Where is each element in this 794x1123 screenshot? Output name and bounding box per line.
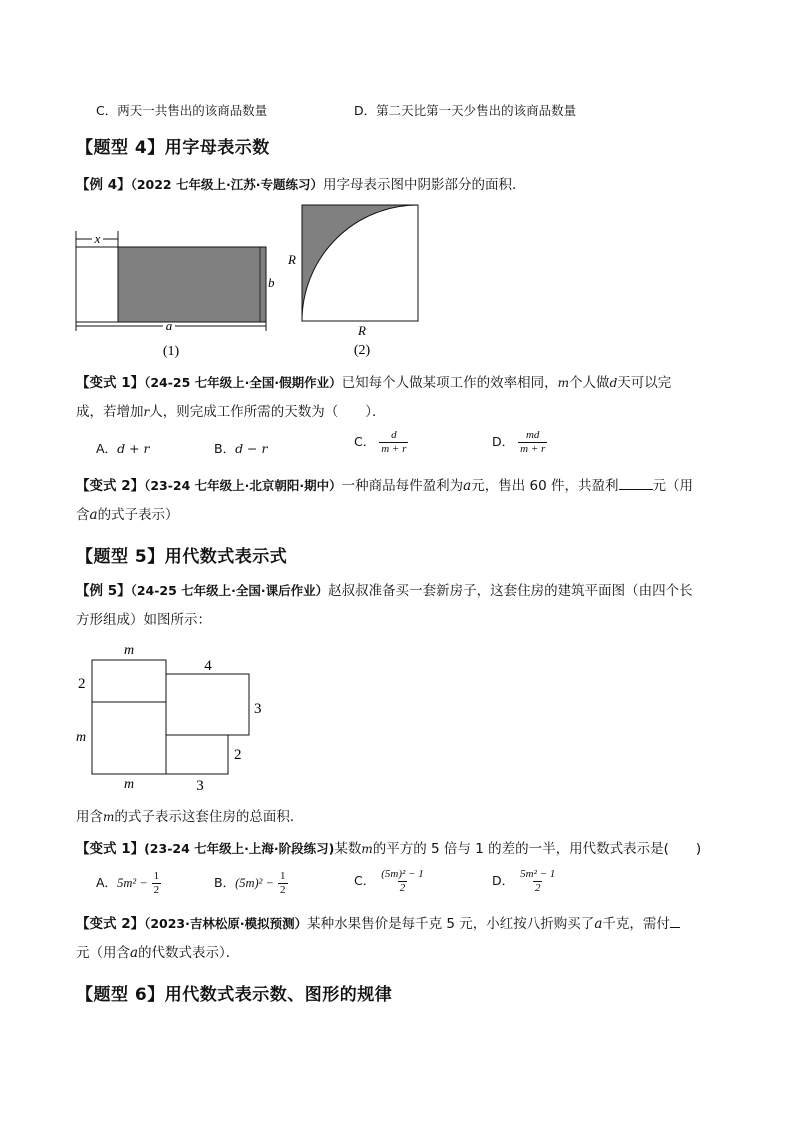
label-2-left: 2: [78, 676, 86, 692]
label-m-top: m: [123, 643, 135, 658]
var-d: d: [609, 376, 618, 390]
label-r-bottom: R: [358, 323, 366, 338]
variant-text: 千克，需付: [602, 916, 670, 932]
numerator: 5m² − 1: [520, 868, 556, 880]
figure-1-caption: (1): [162, 344, 180, 359]
label-m-left: m: [76, 730, 87, 745]
room-right-bottom: [166, 735, 228, 774]
label-m-bottom: m: [123, 777, 135, 792]
variant2-type5-line2: [76, 942, 239, 964]
fraction: [518, 429, 547, 456]
fraction: [518, 868, 557, 895]
variant1-type4-line2: [76, 401, 386, 423]
option-expr: d + r: [117, 441, 150, 456]
option-a: [96, 870, 161, 897]
figure-1-rectangle: [70, 225, 280, 360]
variant-text: 个人做: [569, 375, 610, 391]
variant-text: 某种水果售价是每千克 5 元，小红按八折购买了: [307, 916, 595, 932]
option-c: [354, 429, 408, 456]
example4-text: 用字母表示图中阴影部分的面积．: [322, 177, 526, 193]
variant-text: 某数: [334, 841, 362, 857]
label-a: a: [165, 318, 173, 333]
variant-text: 已知每个人做某项工作的效率相同，: [341, 375, 558, 391]
variant-label: 【变式 2】: [76, 916, 145, 932]
option-expr: 5m² −: [117, 876, 148, 890]
denominator: 2: [280, 884, 286, 896]
variant-text: 成，若增加: [76, 404, 144, 420]
room-bottom-left: [92, 702, 166, 774]
denominator: m + r: [520, 443, 546, 455]
answer-blank[interactable]: [619, 489, 653, 490]
label-x: x: [94, 231, 101, 246]
fraction: [379, 868, 426, 895]
label-2-right: 2: [234, 747, 242, 763]
option-label: D．: [492, 873, 515, 888]
denominator: 2: [153, 884, 160, 896]
label-3-right: 3: [254, 701, 262, 717]
variant2-type4: [76, 475, 693, 497]
label-r-left: R: [288, 252, 296, 267]
figure-2-quarter-circle: [282, 200, 427, 360]
option-c: [354, 868, 426, 895]
variant-text: 的代数式表示）．: [138, 945, 240, 961]
numerator: (5m)² − 1: [381, 868, 424, 880]
fraction: [379, 429, 408, 456]
variant-label: 【变式 1】: [76, 841, 145, 857]
section-title-type4: 【题型 4】用字母表示数: [76, 138, 270, 158]
variant-source: （24-25 七年级上·全国·假期作业）: [144, 375, 342, 390]
option-label: B．: [214, 441, 236, 456]
variant-label: 【变式 2】: [76, 478, 145, 494]
example5-text: 赵叔叔准备买一套新房子，这套住房的建筑平面图（由四个长: [328, 583, 693, 599]
variant-text: 元，售出 60 件，共盈利: [471, 478, 619, 494]
var-m: m: [361, 842, 373, 856]
example5-line2: 方形组成）如图所示：: [76, 612, 211, 628]
label-b: b: [268, 275, 275, 290]
var-a: a: [89, 507, 98, 523]
example5-source: （24-25 七年级上·全国·课后作业）: [130, 583, 329, 598]
numerator: d: [391, 429, 397, 441]
var-r: r: [143, 405, 150, 419]
option-label: C．: [354, 873, 376, 888]
example5: [76, 580, 693, 602]
example4-source: （2022 七年级上·江苏·专题练习）: [130, 177, 323, 192]
option-expr: d − r: [235, 441, 268, 456]
example5-label: 【例 5】: [76, 583, 131, 599]
variant-text: 人，则完成工作所需的天数为（ ）．: [149, 404, 386, 420]
option-b: [214, 438, 267, 460]
denominator: 2: [399, 882, 406, 894]
fraction: [278, 870, 288, 897]
variant-source: （2023·吉林松原·模拟预测）: [144, 916, 308, 931]
variant1-type5: [76, 838, 701, 860]
option-d: D．第二天比第一天少售出的该商品数量: [354, 103, 577, 118]
fraction: [152, 870, 162, 897]
var-m: m: [103, 810, 115, 824]
option-label: D．: [492, 434, 515, 449]
variant-text: 天可以完: [617, 375, 672, 391]
var-a: a: [463, 478, 472, 494]
floor-plan-figure: [72, 638, 272, 798]
variant-text: 的平方的 5 倍与 1 的差的一半，用代数式表示是( ): [372, 841, 702, 857]
variant-text: 含: [76, 507, 90, 523]
option-b: [214, 870, 288, 897]
variant-text: 一种商品每件盈利为: [341, 478, 464, 494]
variant2-type5: [76, 913, 680, 935]
option-a: [96, 438, 149, 460]
section-title-type6: 【题型 6】用代数式表示数、图形的规律: [76, 985, 393, 1005]
room-right-top: [166, 674, 249, 735]
figure-2-caption: (2): [353, 343, 371, 358]
label-4: 4: [204, 658, 212, 674]
answer-blank[interactable]: [670, 927, 680, 928]
example4: [76, 174, 525, 196]
label-3-bottom: 3: [196, 778, 204, 794]
variant-source: (23-24 七年级上·上海·阶段练习): [144, 841, 335, 856]
var-m: m: [557, 376, 570, 390]
variant-text: 元（用含: [76, 945, 130, 961]
variant2-type4-line2: [76, 504, 179, 526]
variant-text: 的式子表示）: [97, 507, 179, 523]
denominator: m + r: [381, 443, 407, 455]
option-label: A．: [96, 441, 118, 456]
example5-question: [76, 806, 303, 828]
room-top-left: [92, 660, 166, 702]
option-label: B．: [214, 875, 236, 890]
numerator: 1: [280, 870, 286, 882]
shaded-rectangle: [118, 247, 266, 322]
option-expr: (5m)² −: [235, 876, 274, 890]
var-a: a: [130, 945, 139, 961]
option-d: [492, 429, 547, 456]
variant1-type4: [76, 372, 671, 394]
question-text: 用含: [76, 809, 103, 825]
var-a: a: [594, 916, 603, 932]
option-d: [492, 868, 557, 895]
variant-label: 【变式 1】: [76, 375, 145, 391]
option-label: C．: [354, 434, 376, 449]
numerator: md: [525, 429, 540, 441]
option-label: A．: [96, 875, 118, 890]
example4-label: 【例 4】: [76, 177, 131, 193]
question-text: 的式子表示这套住房的总面积．: [114, 809, 304, 825]
variant-text: 元（用: [652, 478, 693, 494]
option-c: C．两天一共售出的该商品数量: [96, 103, 268, 118]
variant-source: （23-24 七年级上·北京朝阳·期中）: [144, 478, 342, 493]
denominator: 2: [534, 882, 541, 894]
numerator: 1: [153, 870, 160, 882]
section-title-type5: 【题型 5】用代数式表示式: [76, 547, 288, 567]
